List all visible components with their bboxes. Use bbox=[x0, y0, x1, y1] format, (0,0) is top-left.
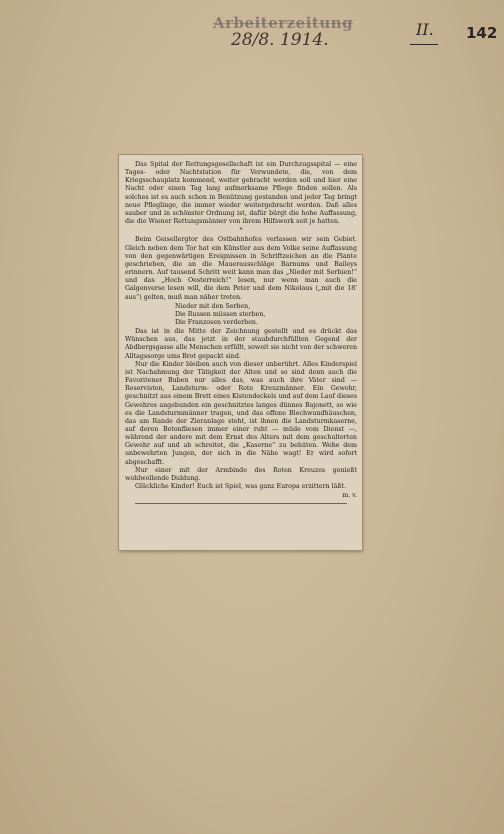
verse-block bbox=[175, 303, 357, 327]
clipping-paragraph-1: Das Spital der Rettungsgesellschaft ist ein Durchzugsspital — eine Tages- oder Nachtstation für Verwundete, die, von dem Kriegsschauplatz kommend, weiter gebracht werden soll und hier eine Nacht oder einen Tag lang aufmerksame Pflege finden sollen. Als solches ist es auch schon in Benützung gestanden und jeder Tag bringt neue Pfleglinge, die immer wieder weitergebracht werden. Daß alles sauber und in schönster Ordnung ist, dafür bürgt die hohe Auffassung, die die Wiener Rettungsmänner von ihrem Hilfswerk seit je hatten. bbox=[125, 161, 357, 226]
clipping-paragraph-6: Glückliche Kinder! Euch ist Spiel, was ganz Europa erzittern läßt. bbox=[135, 483, 347, 491]
end-rule bbox=[135, 503, 347, 504]
author-signature: m. v. bbox=[342, 492, 357, 500]
newspaper-clipping bbox=[119, 155, 362, 550]
clipping-paragraph-2: Beim Geisellergtor des Ostbahnhofes verlassen wir sein Gebiet. Gleich neben dem Tor hat ein Künstler aus dem Volke seine Auffassung von den gegenwärtigen Ereignissen in Schriftzeichen an die Plante geschrieben, die an die Mauerausschläge Barnums und Baileys erinnern. Auf tausend Schritt weit kann man das „Nieder mit Serbien!“ und das „Hoch Oesterreich!“ lesen, nur wenn man auch die Galgenverse lesen will, die dem Peter und dem Nikolaus („mit die 18' aus“) gelten, muß man näher treten. bbox=[125, 236, 357, 301]
verse-line: Die Russen müssen sterben, bbox=[175, 310, 266, 318]
clipping-paragraph-3: Das ist in die Mitte der Zeichnung gestellt und es drückt das Wünschen aus, das jetzt in der staubdurchfüllten Gegend der Abdbergsgasse alle Menschen erfüllt, soweit sie nicht von der schweren Alltagssorge ums Brot gepackt sind. bbox=[125, 328, 357, 360]
volume-mark: II. bbox=[416, 20, 434, 39]
verse-line: Nieder mit den Serben, bbox=[175, 302, 251, 310]
section-star: * bbox=[239, 227, 243, 235]
verse-line: Die Franzosen verderben. bbox=[175, 318, 258, 326]
volume-mark-underline bbox=[410, 44, 438, 45]
page-number: 142 bbox=[466, 24, 498, 42]
clipping-paragraph-4: Nur die Kinder bleiben auch von dieser unberührt. Alles Kinderspiel ist Nachahmung der Tätigkeit der Alten und so sind denn auch die Favoritener Buben nur alles das, was auch ihre Väter sind — Reservisten, Landsturm- oder Rote Kreuzmänner. Ein Gewehr, geschnitzt aus einem Brett eines Kistendeckels und auf dem Lauf dieses Gewehres angebunden ein geschnitztes langes dünnes Bajonett, so wie es die Landsturmmänner tragen, und das offene Blechwundhäuschen, das am Rande der Zieranlage steht, ist ihnen die Landsturmkaserne, auf deren Betonfliesen immer einer ruht — müde vom Dienst —, während der andere mit dem Ernst des Alters mit dem geschulterten Gewehr auf und ab schreitet, die „Kaserne“ zu behüten. Wehe dem unbewehrten Jungen, der sich in die Nähe wagt! Er wird sofort abgeschafft. bbox=[125, 360, 357, 466]
newspaper-name-stamp: Arbeiterzeitung bbox=[213, 14, 354, 32]
clipping-paragraph-5: Nur einer mit der Armbinde des Roten Kreuzes genießt wohlwollende Duldung. bbox=[125, 466, 357, 482]
handwritten-date: 28/8. 1914. bbox=[231, 30, 329, 50]
